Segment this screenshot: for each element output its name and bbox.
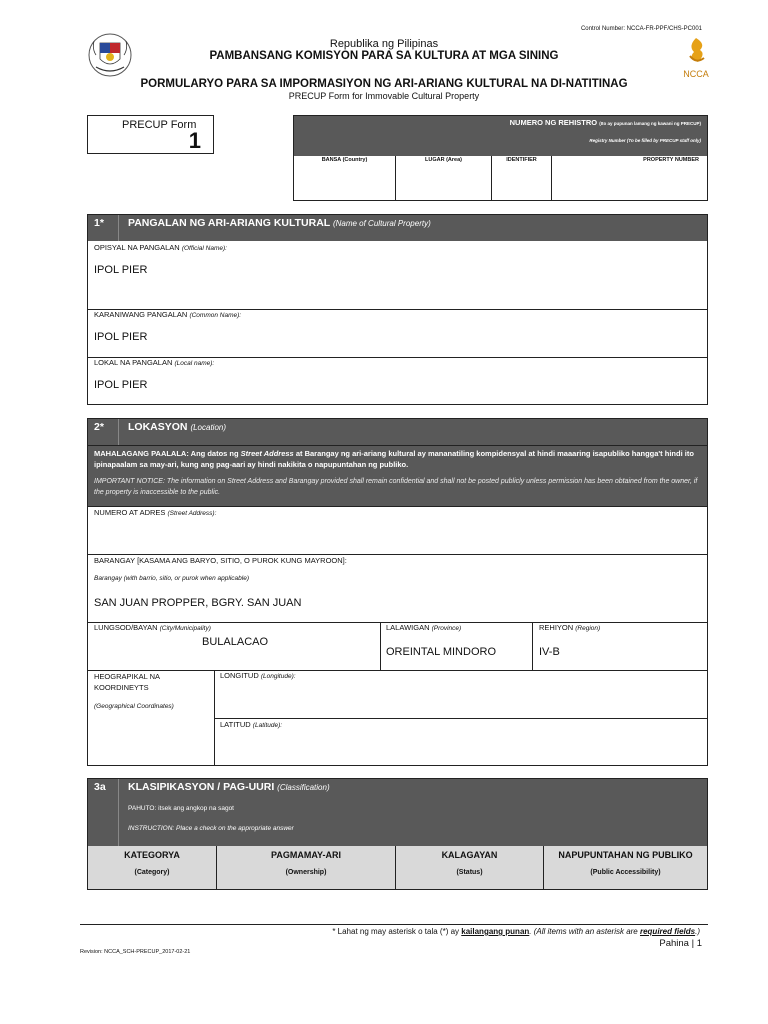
registry-property-number-field[interactable]: PROPERTY NUMBER — [643, 157, 699, 163]
barangay-label-en: Barangay (with barrio, sitio, or purok when applicable) — [94, 575, 249, 582]
status-title: KALAGAYAN — [441, 850, 498, 860]
ownership-title: PAGMAMAY-ARI — [270, 850, 341, 860]
registry-area-field[interactable]: LUGAR (Area) — [396, 156, 492, 200]
common-name-label: KARANIWANG PANGALAN (Common Name): — [94, 310, 242, 319]
section-name-of-property — [87, 214, 708, 405]
notice-tagalog: MAHALAGANG PAALALA: Ang datos ng Street Address at Barangay ng ari-ariang kultural ay mananatiling kompidensyal at hindi maaaring isapubliko hangga't hindi ito ipinapaalam sa may-ari, kung ang pag-aari ay hindi nakikita o napupuntahan ng publiko. — [94, 449, 694, 469]
city-value[interactable]: BULALACAO — [202, 636, 269, 648]
section-location — [87, 418, 708, 766]
precup-form-box — [87, 115, 214, 154]
province-value[interactable]: OREINTAL MINDORO — [386, 646, 497, 658]
page-number: Pahina | 1 — [659, 938, 702, 949]
category-column[interactable] — [88, 846, 217, 889]
registry-columns — [294, 156, 707, 200]
section1-number: 1* — [94, 217, 104, 229]
category-sub: (Category) — [134, 869, 170, 876]
section3a-header — [88, 779, 707, 846]
registry-title: NUMERO NG REHISTRO (Ito ay pupunan lamang ng kawani ng PRECUP) — [509, 118, 701, 127]
local-name-field[interactable] — [88, 357, 707, 405]
form-subtitle: PRECUP Form for Immovable Cultural Property — [288, 91, 480, 101]
revision-code: Revision: NCCA_SCH-PRECUP_2017-02-21 — [80, 949, 191, 955]
section-classification — [87, 778, 708, 890]
required-fields-note: * Lahat ng may asterisk o tala (*) ay kailangang punan. (All items with an asterisk are required fields.) — [332, 927, 700, 936]
barangay-field[interactable] — [88, 554, 707, 623]
public-accessibility-sub: (Public Accessibility) — [590, 869, 661, 876]
section3a-number: 3a — [94, 781, 106, 793]
classification-columns — [88, 846, 707, 889]
precup-form-number: 1 — [188, 128, 201, 153]
section1-header — [88, 215, 707, 241]
footer-divider — [80, 924, 708, 925]
section2-title: LOKASYON (Location) — [128, 421, 227, 433]
instruction-english: INSTRUCTION: Place a check on the appropriate answer — [128, 825, 294, 832]
notice-english: IMPORTANT NOTICE: The information on Street Address and Barangay provided shall remain confidential and shall not be posted publicly unless permission has been obtained from the owner, if the property is inaccessible to the public. — [94, 478, 698, 496]
control-number: Control Number: NCCA-FR-PPF/CHS-PC001 — [580, 26, 702, 32]
street-address-label: NUMERO AT ADRES (Street Address): — [94, 508, 217, 517]
registry-header — [294, 116, 707, 156]
public-accessibility-column[interactable] — [544, 846, 707, 889]
registry-country-field[interactable]: BANSA (Country) — [294, 156, 396, 200]
region-label: REHIYON (Region) — [539, 623, 601, 632]
public-accessibility-title: NAPUPUNTAHAN NG PUBLIKO — [558, 850, 693, 860]
local-name-label: LOKAL NA PANGALAN (Local name): — [94, 358, 215, 367]
location-notice — [88, 445, 707, 507]
registry-number-box — [293, 115, 708, 201]
ncca-logo-text: NCCA — [683, 69, 709, 79]
form-title: PORMULARYO PARA SA IMPORMASIYON NG ARI-ARIANG KULTURAL NA DI-NATITINAG — [140, 78, 628, 90]
registry-identifier-field[interactable]: IDENTIFIER — [492, 156, 552, 200]
street-address-field[interactable] — [88, 506, 707, 555]
region-value[interactable]: IV-B — [539, 646, 560, 658]
coordinates-row — [88, 670, 707, 766]
longitude-field[interactable]: LONGITUD (Longitude): — [220, 671, 296, 680]
section2-number: 2* — [94, 421, 104, 433]
official-name-field[interactable] — [88, 241, 707, 309]
local-name-value: IPOL PIER — [94, 379, 148, 391]
registry-subtitle: Registry Number (To be filled by PRECUP staff only) — [589, 138, 701, 143]
province-label: LALAWIGAN (Province) — [386, 623, 462, 632]
ownership-column[interactable] — [217, 846, 396, 889]
common-name-field[interactable] — [88, 309, 707, 358]
official-name-value: IPOL PIER — [94, 264, 148, 276]
ncca-logo — [676, 36, 716, 78]
status-column[interactable] — [396, 846, 544, 889]
geo-coordinates-label: HEOGRAPIKAL NA KOORDINEYTS — [94, 672, 160, 692]
section2-header — [88, 419, 707, 445]
barangay-value: SAN JUAN PROPPER, BGRY. SAN JUAN — [94, 597, 302, 609]
city-label: LUNGSOD/BAYAN (City/Municipality) — [94, 623, 211, 632]
precup-form-label: PRECUP Form — [122, 119, 197, 131]
geo-coordinates-label-en: (Geographical Coordinates) — [94, 703, 174, 710]
status-sub: (Status) — [456, 869, 483, 876]
republic-heading: Republika ng Pilipinas — [329, 38, 439, 50]
barangay-label: BARANGAY [KASAMA ANG BARYO, SITIO, O PUROK KUNG MAYROON]: — [94, 556, 347, 565]
city-province-region-row — [88, 622, 707, 671]
category-title: KATEGORYA — [124, 850, 180, 860]
section1-title: PANGALAN NG ARI-ARIANG KULTURAL (Name of Cultural Property) — [128, 217, 431, 229]
latitude-field[interactable]: LATITUD (Latitude): — [220, 720, 283, 729]
common-name-value: IPOL PIER — [94, 331, 148, 343]
instruction-tagalog: PAHUTO: itsek ang angkop na sagot — [128, 805, 234, 812]
ncca-flame-icon — [676, 36, 716, 66]
section3a-title: KLASIPIKASYON / PAG-UURI (Classification) — [128, 781, 330, 793]
ownership-sub: (Ownership) — [285, 869, 327, 876]
commission-heading: PAMBANSANG KOMISYON PARA SA KULTURA AT MGA SINING — [209, 50, 559, 62]
official-name-label: OPISYAL NA PANGALAN (Official Name): — [94, 243, 227, 252]
